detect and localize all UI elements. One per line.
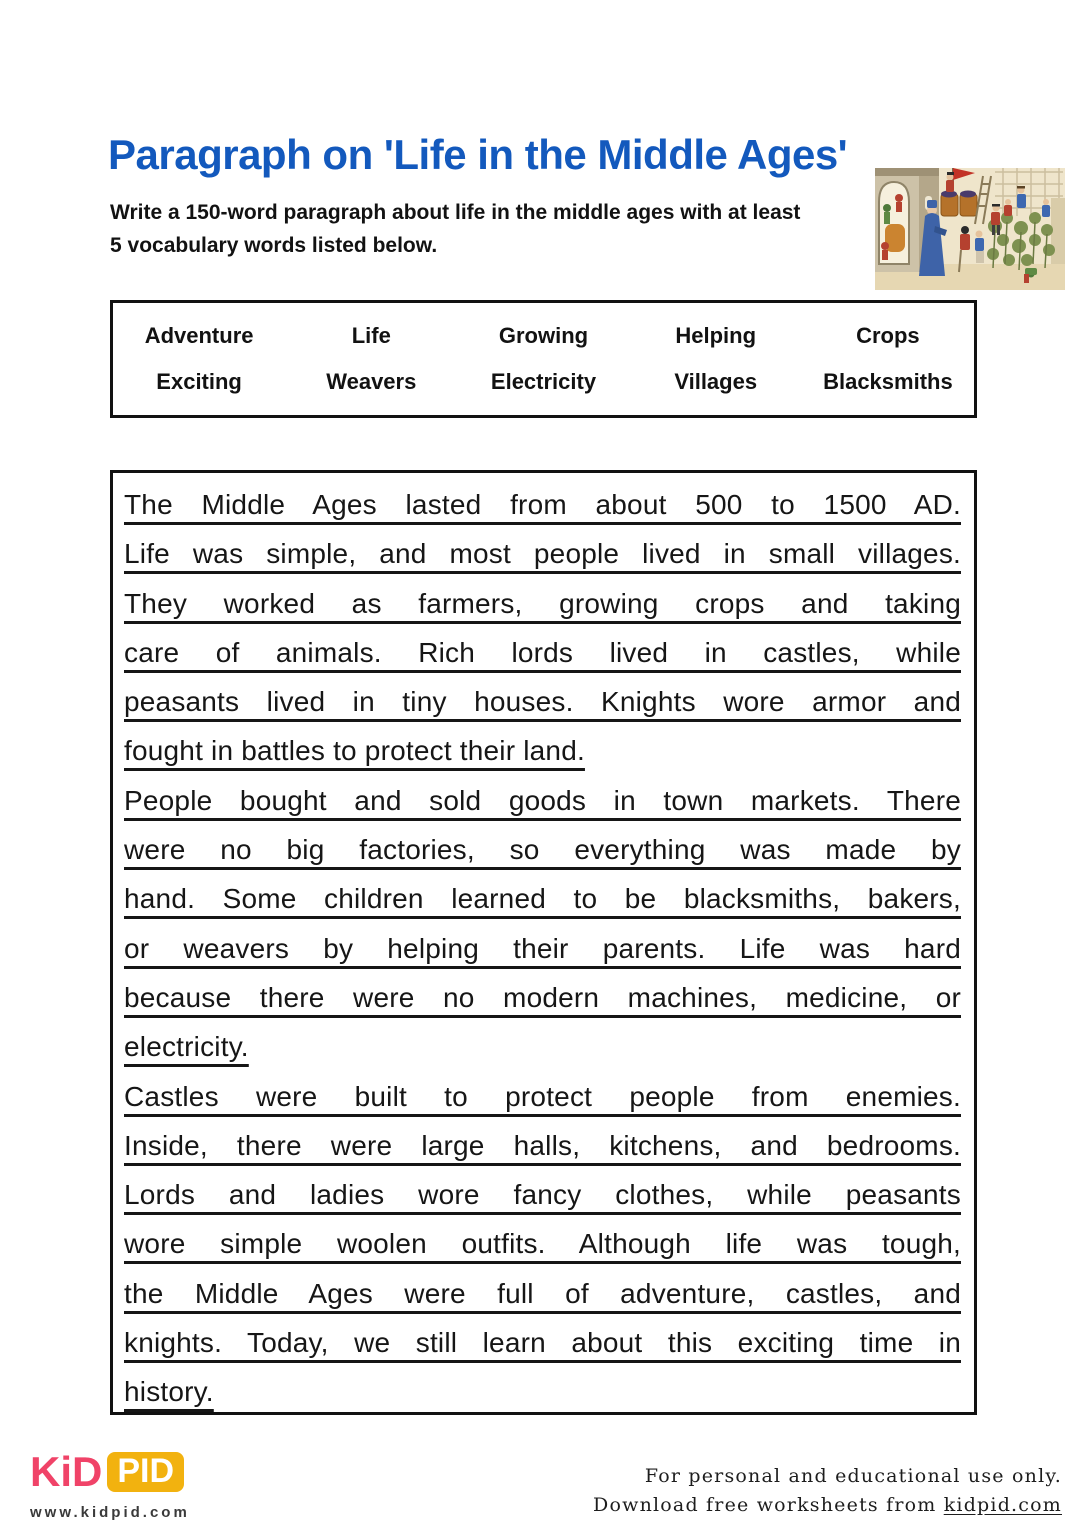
vocab-word: Helping <box>675 323 757 348</box>
kidpid-logo <box>30 1448 184 1496</box>
kidpid-link[interactable]: kidpid.com <box>943 1494 1062 1516</box>
paragraph-line: Castles were built to protect people from enemies. <box>124 1080 961 1112</box>
paragraph-line: Life was simple, and most people lived in small villages. <box>124 538 961 570</box>
paragraph-line: Lords and ladies wore fancy clothes, while peasants <box>124 1179 961 1211</box>
paragraph-line: peasants lived in tiny houses. Knights wore armor and <box>124 686 961 718</box>
vocabulary-box <box>110 300 977 418</box>
vocabulary-row-2 <box>113 369 974 395</box>
logo-kid-text: KiD <box>30 1448 103 1495</box>
paragraph-box <box>110 470 977 1415</box>
download-note-line <box>593 1491 1062 1520</box>
paragraph-line: electricity. <box>124 1031 249 1063</box>
download-note-prefix: Download free worksheets from <box>593 1494 944 1516</box>
footer-usage-note <box>593 1462 1062 1520</box>
paragraph-line: Inside, there were large halls, kitchens, and bedrooms. <box>124 1129 961 1161</box>
paragraph-line: because there were no modern machines, medicine, or <box>124 981 961 1013</box>
vocab-word: Blacksmiths <box>823 369 953 394</box>
paragraph-line: They worked as farmers, growing crops and taking <box>124 587 961 619</box>
instructions-line-2: 5 vocabulary words listed below. <box>110 234 438 257</box>
paragraph-line: the Middle Ages were full of adventure, castles, and <box>124 1277 961 1309</box>
paragraph-line: wore simple woolen outfits. Although life was tough, <box>124 1228 961 1260</box>
page-title: Paragraph on 'Life in the Middle Ages' <box>108 131 848 178</box>
instructions-line-1: Write a 150-word paragraph about life in the middle ages with at least <box>110 201 801 224</box>
paragraph-line: People bought and sold goods in town markets. There <box>124 784 961 816</box>
paragraph-line: history. <box>124 1376 214 1408</box>
paragraph-line: hand. Some children learned to be blacksmiths, bakers, <box>124 883 961 915</box>
vocab-word: Growing <box>498 323 589 348</box>
paragraph-line: were no big factories, so everything was made by <box>124 834 961 866</box>
vocab-word: Electricity <box>490 369 597 394</box>
vocabulary-row-1 <box>113 323 974 349</box>
paragraph-line: The Middle Ages lasted from about 500 to 1500 AD. <box>124 489 961 520</box>
vocab-word: Villages <box>674 369 758 394</box>
vocab-word: Exciting <box>156 369 242 394</box>
instructions-text <box>110 196 800 262</box>
vocab-word: Life <box>351 323 391 348</box>
vocab-word: Adventure <box>144 323 254 348</box>
paragraph-line: knights. Today, we still learn about this exciting time in <box>124 1327 961 1359</box>
paragraph-line: fought in battles to protect their land. <box>124 735 585 767</box>
paragraph-line: care of animals. Rich lords lived in castles, while <box>124 636 961 668</box>
kidpid-website-text: www.kidpid.com <box>30 1504 190 1521</box>
vocab-word: Crops <box>856 323 920 348</box>
usage-note-line: For personal and educational use only. <box>644 1465 1062 1487</box>
logo-pid-badge: PID <box>107 1452 184 1492</box>
medieval-scene-svg <box>875 168 1065 290</box>
vocab-word: Weavers <box>326 369 417 394</box>
paragraph-line: or weavers by helping their parents. Life was hard <box>124 932 961 964</box>
medieval-scene-image <box>875 168 1065 290</box>
